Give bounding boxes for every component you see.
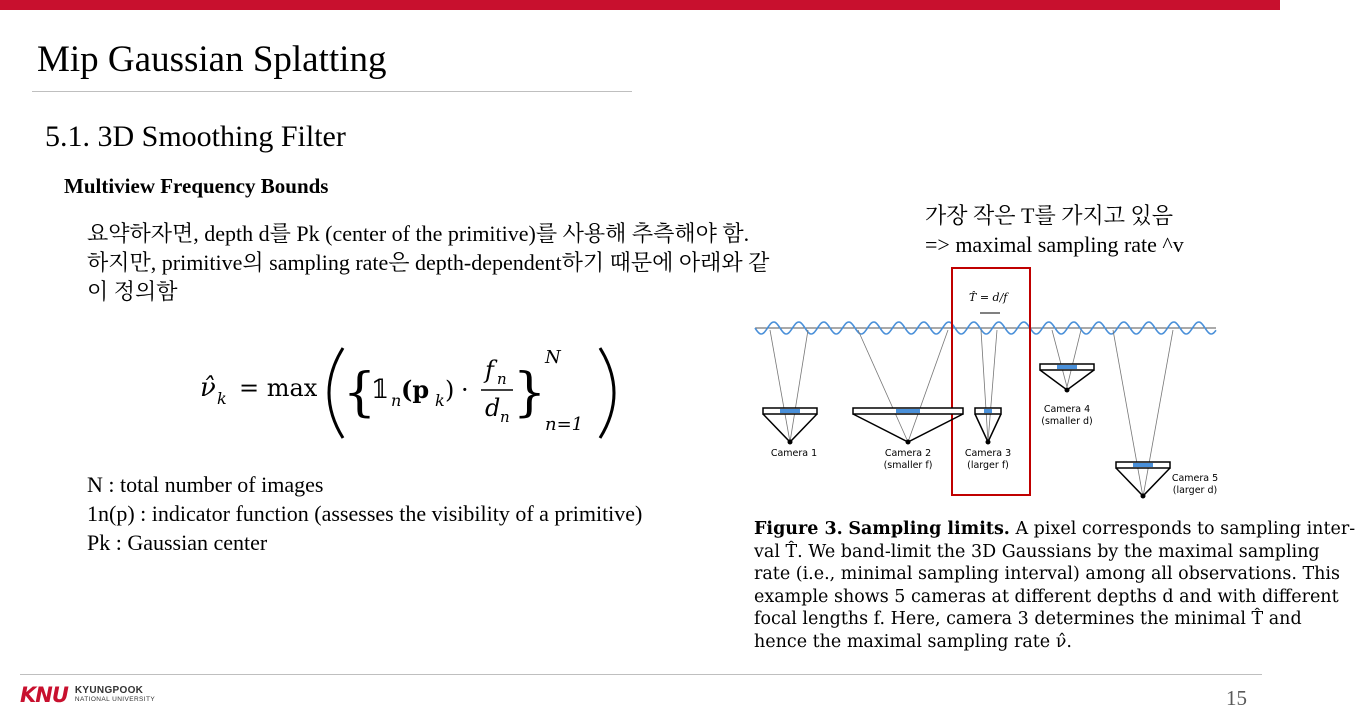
formula-subscript: n=1 xyxy=(545,414,584,435)
camera-label: Camera 3 xyxy=(964,448,1012,459)
note-line: => maximal sampling rate ^v xyxy=(925,232,1184,257)
camera-label: (smaller d) xyxy=(1041,416,1093,427)
formula-numerator: f xyxy=(485,356,494,384)
figure-caption xyxy=(754,518,1355,654)
summary-line: 요약하자면, depth d를 Pk (center of the primitive)를 사용해 추측해야 함. xyxy=(87,221,750,246)
formula-denominator-sub: n xyxy=(500,408,510,426)
max-sampling-rate-formula xyxy=(195,338,625,448)
camera-2 xyxy=(853,408,963,445)
annotation-note xyxy=(925,201,1184,259)
top-accent-bar xyxy=(0,0,1280,10)
formula-arg-close: ) xyxy=(445,376,455,404)
summary-line: 하지만, primitive의 sampling rate은 depth-dependent하기 때문에 아래와 같 xyxy=(87,250,770,275)
section-heading: 5.1. 3D Smoothing Filter xyxy=(45,120,346,153)
formula-arg: (p xyxy=(401,375,430,404)
right-paren xyxy=(600,348,614,438)
sampling-limits-diagram xyxy=(750,262,1220,507)
footer-divider xyxy=(20,674,1262,675)
caption-line: val T̂. We band-limit the 3D Gaussians by the maximal sampling xyxy=(754,541,1320,562)
camera-label: Camera 1 xyxy=(770,448,818,459)
interval-label: T̂ = d/f xyxy=(969,291,1008,304)
definition-item: N : total number of images xyxy=(87,472,324,497)
camera-label: (larger f) xyxy=(967,460,1009,471)
summary-line: 이 정의함 xyxy=(87,279,178,304)
camera-5 xyxy=(1116,462,1170,499)
camera-rays xyxy=(770,330,1173,497)
left-paren xyxy=(329,348,343,438)
summary-paragraph xyxy=(87,219,847,306)
definition-item: 1n(p) : indicator function (assesses the visibility of a primitive) xyxy=(87,501,643,526)
caption-line: example shows 5 cameras at different depths d and with different xyxy=(754,586,1339,607)
note-line: 가장 작은 T를 가지고 있음 xyxy=(925,203,1173,228)
caption-line: rate (i.e., minimal sampling interval) among all observations. This xyxy=(754,564,1341,585)
formula-dot: · xyxy=(461,376,469,404)
page-number: 15 xyxy=(1226,686,1247,710)
camera-label: Camera 4 xyxy=(1043,404,1091,415)
caption-line: Figure 3. Sampling limits. A pixel corresponds to sampling inter- xyxy=(754,519,1355,539)
camera-label: Camera 5 xyxy=(1171,473,1219,484)
university-logo xyxy=(20,684,155,706)
formula-indicator-sub: n xyxy=(391,391,402,410)
logo-mark: KNU xyxy=(20,683,68,707)
left-brace: { xyxy=(343,363,377,423)
logo-text xyxy=(75,686,155,704)
formula-indicator: 𝟙 xyxy=(371,375,390,405)
definitions-list xyxy=(87,470,642,557)
formula-denominator: d xyxy=(485,394,501,422)
subheading: Multiview Frequency Bounds xyxy=(64,174,329,198)
caption-line: hence the maximal sampling rate ν̂. xyxy=(754,631,1072,652)
camera-label: (smaller f) xyxy=(883,460,933,471)
camera-1 xyxy=(763,408,817,445)
camera-label: (larger d) xyxy=(1172,485,1218,496)
cameras xyxy=(763,364,1170,499)
formula-eq-max: = max xyxy=(239,374,318,402)
camera-label: Camera 2 xyxy=(884,448,932,459)
right-brace: } xyxy=(513,363,547,423)
formula-lhs-sub: k xyxy=(217,389,227,408)
definition-item: Pk : Gaussian center xyxy=(87,530,268,555)
camera-4 xyxy=(1040,364,1094,393)
caption-line: focal lengths f. Here, camera 3 determines the minimal T̂ and xyxy=(754,609,1302,630)
logo-line: NATIONAL UNIVERSITY xyxy=(74,696,156,703)
formula-arg-sub: k xyxy=(435,391,445,410)
formula-lhs: ν̂ xyxy=(200,373,216,403)
formula-superscript: N xyxy=(545,347,561,368)
title-divider xyxy=(32,91,632,92)
logo-line: KYUNGPOOK xyxy=(74,685,144,696)
formula-numerator-sub: n xyxy=(497,370,507,388)
slide-title: Mip Gaussian Splatting xyxy=(37,39,387,80)
